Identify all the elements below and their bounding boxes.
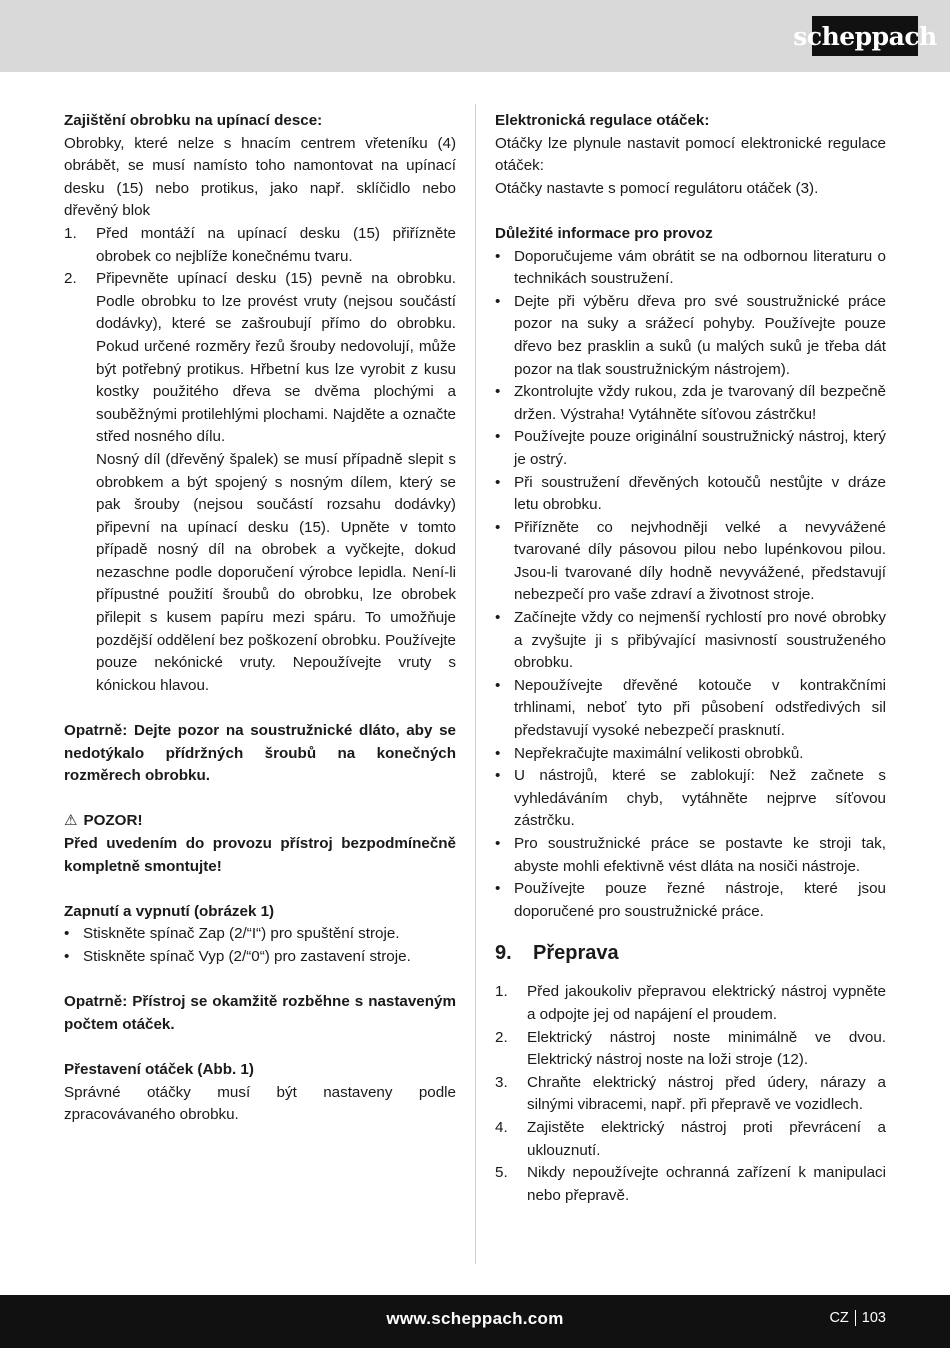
section-heading: Elektronická regulace otáček: [495, 112, 710, 129]
language-code: CZ [829, 1310, 849, 1326]
paragraph: Správné otáčky musí být nastaveny podle zpracovávaného obrobku. [64, 1083, 456, 1124]
list-text: Používejte pouze originální soustružnický nástroj, který je ostrý. [514, 428, 886, 468]
list-text: Zkontrolujte vždy rukou, zda je tvarovaný díl bezpečně držen. Výstraha! Vytáhněte síťovou zástrčku! [514, 383, 886, 423]
page-header [0, 0, 950, 72]
list-number: 1. [64, 224, 77, 242]
bullet-list [495, 246, 886, 924]
list-item: • Používejte pouze originální soustružnický nástroj, který je ostrý. [495, 426, 886, 471]
list-number: 5. [495, 1164, 508, 1182]
list-text: Elektrický nástroj noste minimálně ve dvou. Elektrický nástroj noste na loži stroje (12). [527, 1028, 886, 1069]
numbered-list [64, 223, 456, 449]
warning-text: Před uvedením do provozu přístroj bezpodmínečně kompletně smontujte! [64, 835, 456, 875]
section-heading: Důležité informace pro provoz [495, 224, 713, 242]
list-text: Při soustružení dřevěných kotoučů nestůjte v dráze letu obrobku. [514, 473, 886, 514]
left-column [64, 110, 456, 1127]
list-item [64, 268, 456, 449]
list-item: • Přiřízněte co nejvhodněji velké a nevyvážené tvarované díly pásovou pilou nebo lupénkovou pilou. Jsou-li tvarované díly hodně nevyvážené, představují nebezpečí pro vaše zdraví a životnost stroje. [495, 517, 886, 607]
list-text: Nikdy nepoužívejte ochranná zařízení k manipulaci nebo přepravě. [527, 1164, 886, 1204]
page-footer [0, 1295, 950, 1348]
website-link[interactable]: www.scheppach.com [386, 1309, 564, 1328]
section-heading: Zajištění obrobku na upínací desce: [64, 112, 323, 129]
list-text: Přiřízněte co nejvhodněji velké a nevyvážené tvarované díly pásovou pilou nebo lupénkovou pilou. Jsou-li tvarované díly hodně nevyvážené, představují nebezpečí pro vaše zdraví a životnost stroje. [514, 518, 886, 604]
caution-note: Opatrně: Dejte pozor na soustružnické dláto, aby se nedotýkalo přídržných šroubů na konečných rozměrech obrobku. [64, 722, 456, 785]
list-item [64, 223, 456, 268]
list-text: Před jakoukoliv přepravou elektrický nástroj vypněte a odpojte jej od napájení el proudem. [527, 983, 886, 1023]
chapter-title: Přeprava [533, 942, 619, 965]
bullet-list [64, 923, 456, 968]
chapter-heading [495, 939, 886, 967]
brand-logo: scheppach [812, 16, 918, 56]
list-item: • Doporučujeme vám obrátit se na odbornou literaturu o technikách soustružení. [495, 246, 886, 291]
list-item: • Začínejte vždy co nejmenší rychlostí pro nové obrobky a zvyšujte ji s přibývající masivností soustruženého obrobku. [495, 607, 886, 675]
chapter-number: 9. [495, 942, 512, 965]
list-item [495, 1162, 886, 1207]
list-number: 1. [495, 983, 508, 1001]
list-item [495, 1117, 886, 1162]
page-number [829, 1310, 886, 1326]
list-text: Začínejte vždy co nejmenší rychlostí pro nové obrobky a zvyšujte ji s přibývající masivností soustruženého obrobku. [514, 609, 886, 672]
list-text: Doporučujeme vám obrátit se na odbornou literaturu o technikách soustružení. [514, 247, 886, 288]
list-text: Připevněte upínací desku (15) pevně na obrobku. Podle obrobku to lze provést vruty (nejsou součástí dodávky), které se zašroubují přímo do obrobku. Pokud určené rozměry řezů šrouby nedovolují, může být potřebný protikus. Hřbetní kus lze vyrobit z kusu kostky použitého dřeva se dvěma plochými a souběžnými protilehlými plochami. Najděte a označte střed nosného dílu. [96, 270, 456, 446]
warning-triangle-icon: ⚠ [64, 812, 78, 830]
separator [855, 1310, 856, 1326]
list-item: • U nástrojů, které se zablokují: Než začnete s vyhledáváním chyb, vytáhněte nejprve síťovou zástrčku. [495, 765, 886, 833]
list-item: • Při soustružení dřevěných kotoučů nestůjte v dráze letu obrobku. [495, 472, 886, 517]
list-item: • Dejte při výběru dřeva pro své soustružnické práce pozor na suky a srážecí pohyby. Používejte pouze dřevo bez prasklin a suků (u malých suků je třeba dát pozor na tlak soustružnickým nástrojem). [495, 291, 886, 381]
list-text: Stiskněte spínač Zap (2/“I“) pro spuštění stroje. [83, 925, 400, 943]
list-text: Před montáží na upínací desku (15) přiřízněte obrobek co nejblíže konečnému tvaru. [96, 224, 456, 265]
paragraph: Otáčky nastavte s pomocí regulátoru otáček (3). [495, 179, 819, 197]
list-text: U nástrojů, které se zablokují: Než začnete s vyhledáváním chyb, vytáhněte nejprve síťovou zástrčku. [514, 767, 886, 830]
list-item: • Stiskněte spínač Zap (2/“I“) pro spuštění stroje. [64, 923, 456, 946]
section-heading: Zapnutí a vypnutí (obrázek 1) [64, 902, 275, 920]
right-column [495, 110, 886, 1207]
list-text: Nepřekračujte maximální velikosti obrobků. [514, 744, 804, 762]
section-heading: Přestavení otáček (Abb. 1) [64, 1060, 254, 1078]
list-number: 3. [495, 1073, 508, 1091]
paragraph: Nosný díl (dřevěný špalek) se musí případně slepit s obrobkem a být spojený s nosným dílem, který se pak šrouby (nejsou součástí rozsahu dodávky) připevní na upínací desku (15). Upněte v tomto případě nosný díl na obrobek a vyčkejte, dokud nezaschne podle doporučení výrobce lepidla. Není-li přípustné použití šroubů do obrobku, lze obrobek přilepit s kusem papíru mezi spáru. To umožňuje pozdější oddělení bez poškození obrobku. Používejte pouze nekónické vruty. Nepoužívejte vruty s kónickou hlavou. [96, 450, 456, 694]
list-text: Pro soustružnické práce se postavte ke stroji tak, abyste mohli efektivně vést dláta na nosiči nástroje. [514, 835, 886, 875]
list-number: 2. [64, 270, 77, 288]
list-item: • Stiskněte spínač Vyp (2/“0“) pro zastavení stroje. [64, 946, 456, 969]
list-item: • Nepoužívejte dřevěné kotouče v kontrakčními trhlinami, neboť tyto při působení odstředivých sil představují vysoké nebezpečí prasknutí. [495, 675, 886, 743]
list-item [495, 1072, 886, 1117]
warning-heading [64, 810, 456, 833]
paragraph: Obrobky, které nelze s hnacím centrem vřeteníku (4) obrábět, se musí namísto toho namontovat na upínací desku (15) nebo protikus, jako např. sklíčidlo nebo dřevěný blok [64, 134, 456, 220]
list-item: • Pro soustružnické práce se postavte ke stroji tak, abyste mohli efektivně vést dláta na nosiči nástroje. [495, 833, 886, 878]
list-text: Nepoužívejte dřevěné kotouče v kontrakčními trhlinami, neboť tyto při působení odstředivých sil představují vysoké nebezpečí prasknutí. [514, 676, 886, 740]
list-text: Zajistěte elektrický nástroj proti převrácení a uklouznutí. [527, 1118, 886, 1159]
list-text: Používejte pouze řezné nástroje, které jsou doporučené pro soustružnické práce. [514, 880, 886, 920]
list-item: • Nepřekračujte maximální velikosti obrobků. [495, 743, 886, 766]
list-item: • Zkontrolujte vždy rukou, zda je tvarovaný díl bezpečně držen. Výstraha! Vytáhněte síťovou zástrčku! [495, 381, 886, 426]
list-item [495, 981, 886, 1026]
warning-title: POZOR! [83, 812, 143, 830]
column-divider [475, 104, 476, 1264]
list-text: Stiskněte spínač Vyp (2/“0“) pro zastavení stroje. [83, 947, 411, 965]
list-text: Dejte při výběru dřeva pro své soustružnické práce pozor na suky a srážecí pohyby. Používejte pouze dřevo bez prasklin a suků (u malých suků je třeba dát pozor na tlak soustružnickým nástrojem). [514, 292, 886, 378]
list-item [495, 1027, 886, 1072]
numbered-list [495, 981, 886, 1207]
list-number: 2. [495, 1028, 508, 1046]
paragraph: Otáčky lze plynule nastavit pomocí elektronické regulace otáček: [495, 134, 886, 175]
list-number: 4. [495, 1118, 508, 1136]
list-text: Chraňte elektrický nástroj před údery, nárazy a silnými vibracemi, např. při přepravě ve vozidlech. [527, 1073, 886, 1114]
list-item: • Používejte pouze řezné nástroje, které jsou doporučené pro soustružnické práce. [495, 878, 886, 923]
caution-note: Opatrně: Přístroj se okamžitě rozběhne s nastaveným počtem otáček. [64, 993, 456, 1033]
page-number-value: 103 [861, 1310, 886, 1326]
